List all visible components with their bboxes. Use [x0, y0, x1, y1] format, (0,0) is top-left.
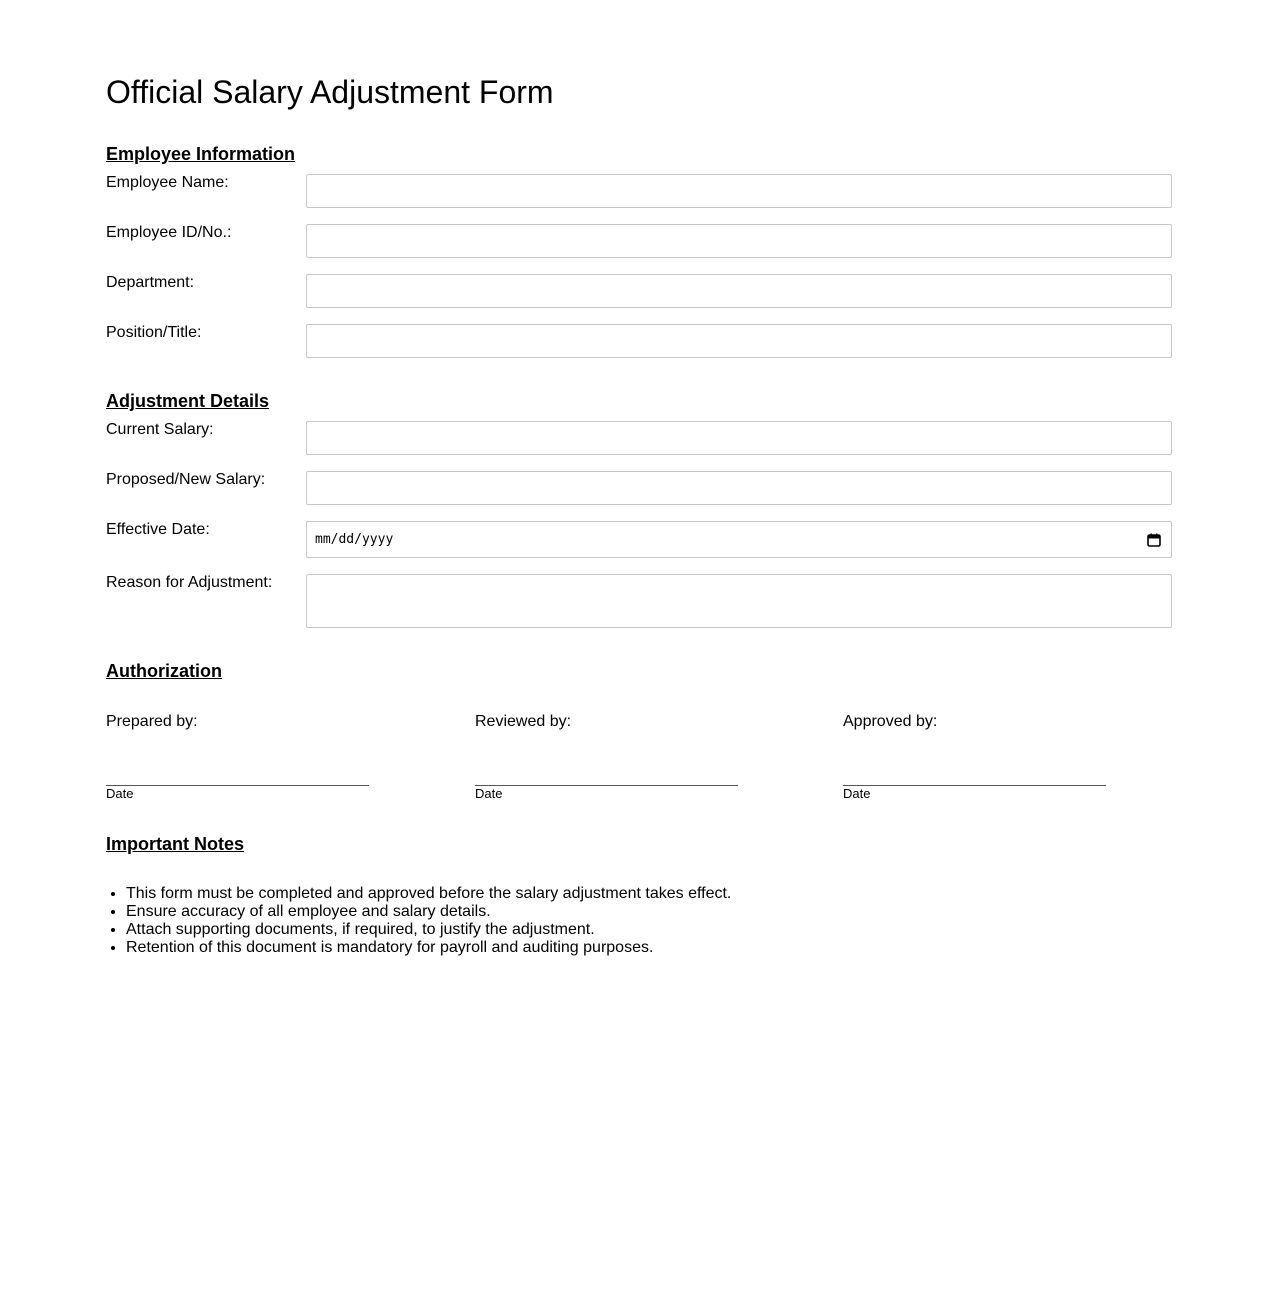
list-item: • Attach supporting documents, if required, to justify the adjustment. [126, 921, 731, 939]
position-title-field[interactable] [306, 324, 1172, 358]
prepared-by-date-label: Date [106, 786, 134, 801]
calendar-icon[interactable] [1146, 532, 1162, 548]
authorization-heading: Authorization [106, 661, 222, 681]
effective-date-label: Effective Date: [106, 521, 210, 538]
current-salary-label: Current Salary: [106, 421, 214, 438]
list-item: • Retention of this document is mandatory for payroll and auditing purposes. [126, 939, 731, 957]
reason-for-adjustment-label: Reason for Adjustment: [106, 574, 273, 591]
list-item: • Ensure accuracy of all employee and salary details. [126, 903, 731, 921]
employee-id-label: Employee ID/No.: [106, 224, 232, 241]
important-notes-heading: Important Notes [106, 834, 245, 854]
important-notes-list [106, 885, 731, 957]
approved-by-signature-line [843, 785, 1106, 786]
reviewed-by-signature-line [475, 785, 738, 786]
reviewed-by-date-label: Date [475, 786, 503, 801]
department-field[interactable] [306, 274, 1172, 308]
prepared-by-signature-line [106, 785, 369, 786]
proposed-salary-field[interactable] [306, 471, 1172, 505]
page-title: Official Salary Adjustment Form [106, 74, 554, 110]
adjustment-details-heading: Adjustment Details [106, 391, 270, 411]
prepared-by-label: Prepared by: [106, 713, 198, 730]
list-item: • This form must be completed and approved before the salary adjustment takes effect. [126, 885, 731, 903]
employee-name-field[interactable] [306, 174, 1172, 208]
effective-date-field[interactable] [306, 521, 1172, 558]
employee-information-heading: Employee Information [106, 144, 296, 164]
current-salary-field[interactable] [306, 421, 1172, 455]
employee-id-field[interactable] [306, 224, 1172, 258]
proposed-salary-label: Proposed/New Salary: [106, 471, 266, 488]
employee-name-label: Employee Name: [106, 174, 229, 191]
reason-for-adjustment-field[interactable] [306, 574, 1172, 628]
approved-by-label: Approved by: [843, 713, 938, 730]
department-label: Department: [106, 274, 195, 291]
reviewed-by-label: Reviewed by: [475, 713, 572, 730]
effective-date-placeholder: mm/dd/yyyy [315, 532, 394, 547]
approved-by-date-label: Date [843, 786, 871, 801]
position-title-label: Position/Title: [106, 324, 202, 341]
